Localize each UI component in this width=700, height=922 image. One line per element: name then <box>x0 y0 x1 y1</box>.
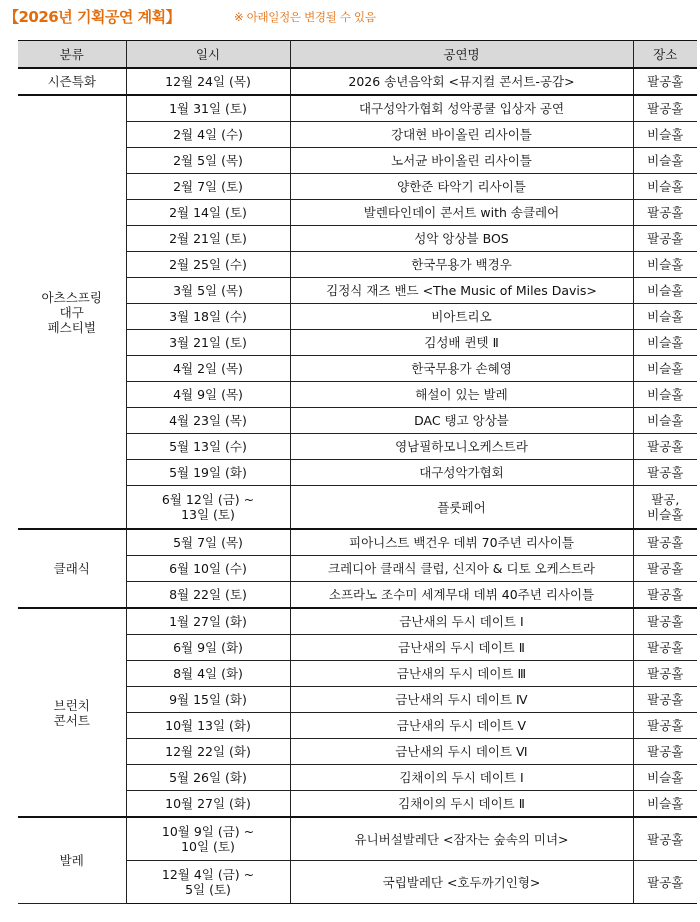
date-cell: 1월 31일 (토) <box>126 95 290 122</box>
performance-cell: 국립발레단 <호두까기인형> <box>290 861 633 904</box>
performance-cell: 영남필하모니오케스트라 <box>290 434 633 460</box>
venue-cell: 팔공홀 <box>633 687 697 713</box>
venue-cell: 팔공홀 <box>633 582 697 609</box>
venue-cell: 팔공홀 <box>633 226 697 252</box>
venue-cell: 비슬홀 <box>633 408 697 434</box>
performance-cell: 대구성악가협회 <box>290 460 633 486</box>
table-header-row <box>18 41 697 69</box>
venue-cell: 팔공홀 <box>633 661 697 687</box>
date-cell: 5월 13일 (수) <box>126 434 290 460</box>
performance-cell: 한국무용가 백경우 <box>290 252 633 278</box>
venue-cell: 팔공홀 <box>633 556 697 582</box>
performance-schedule-table <box>18 40 697 904</box>
venue-cell: 팔공홀 <box>633 460 697 486</box>
performance-cell: 피아니스트 백건우 데뷔 70주년 리사이틀 <box>290 529 633 556</box>
performance-cell: 2026 송년음악회 <뮤지컬 콘서트-공감> <box>290 68 633 95</box>
performance-cell: 김정식 재즈 밴드 <The Music of Miles Davis> <box>290 278 633 304</box>
date-cell: 6월 9일 (화) <box>126 635 290 661</box>
date-cell: 1월 27일 (화) <box>126 608 290 635</box>
table-row <box>18 608 697 635</box>
header-venue: 장소 <box>633 41 697 69</box>
date-cell: 2월 5일 (목) <box>126 148 290 174</box>
date-cell: 6월 10일 (수) <box>126 556 290 582</box>
date-cell: 6월 12일 (금) ~ 13일 (토) <box>126 486 290 530</box>
date-cell: 5월 26일 (화) <box>126 765 290 791</box>
date-cell: 4월 2일 (목) <box>126 356 290 382</box>
date-cell: 2월 4일 (수) <box>126 122 290 148</box>
venue-cell: 비슬홀 <box>633 382 697 408</box>
date-cell: 12월 22일 (화) <box>126 739 290 765</box>
performance-cell: 대구성악가협회 성악콩쿨 입상자 공연 <box>290 95 633 122</box>
date-cell: 10월 9일 (금) ~ 10일 (토) <box>126 817 290 861</box>
date-cell: 12월 4일 (금) ~ 5일 (토) <box>126 861 290 904</box>
venue-cell: 팔공홀 <box>633 95 697 122</box>
performance-cell: DAC 탱고 앙상블 <box>290 408 633 434</box>
venue-cell: 팔공홀 <box>633 635 697 661</box>
venue-cell: 팔공홀 <box>633 817 697 861</box>
table-row <box>18 68 697 95</box>
performance-cell: 해설이 있는 발레 <box>290 382 633 408</box>
category-cell: 시즌특화 <box>18 68 126 95</box>
header-performance: 공연명 <box>290 41 633 69</box>
date-cell: 8월 22일 (토) <box>126 582 290 609</box>
category-cell: 발레 <box>18 817 126 904</box>
table-row <box>18 817 697 861</box>
category-cell: 브런치 콘서트 <box>18 608 126 817</box>
performance-cell: 유니버설발레단 <잠자는 숲속의 미녀> <box>290 817 633 861</box>
venue-cell: 팔공홀 <box>633 861 697 904</box>
date-cell: 3월 18일 (수) <box>126 304 290 330</box>
date-cell: 4월 23일 (목) <box>126 408 290 434</box>
performance-cell: 소프라노 조수미 세계무대 데뷔 40주년 리사이틀 <box>290 582 633 609</box>
performance-cell: 성악 앙상블 BOS <box>290 226 633 252</box>
date-cell: 8월 4일 (화) <box>126 661 290 687</box>
date-cell: 12월 24일 (목) <box>126 68 290 95</box>
venue-cell: 비슬홀 <box>633 148 697 174</box>
category-cell: 클래식 <box>18 529 126 608</box>
venue-cell: 비슬홀 <box>633 174 697 200</box>
performance-cell: 김채이의 두시 데이트 Ⅰ <box>290 765 633 791</box>
performance-cell: 비아트리오 <box>290 304 633 330</box>
venue-cell: 비슬홀 <box>633 330 697 356</box>
venue-cell: 비슬홀 <box>633 278 697 304</box>
page-header <box>0 0 700 34</box>
performance-cell: 김성배 퀸텟 Ⅱ <box>290 330 633 356</box>
category-cell: 아츠스프링 대구 페스티벌 <box>18 95 126 529</box>
header-date: 일시 <box>126 41 290 69</box>
performance-cell: 강대현 바이올린 리사이틀 <box>290 122 633 148</box>
venue-cell: 팔공홀 <box>633 608 697 635</box>
venue-cell: 비슬홀 <box>633 122 697 148</box>
performance-cell: 발렌타인데이 콘서트 with 송클레어 <box>290 200 633 226</box>
venue-cell: 비슬홀 <box>633 304 697 330</box>
date-cell: 5월 19일 (화) <box>126 460 290 486</box>
venue-cell: 팔공홀 <box>633 529 697 556</box>
performance-cell: 한국무용가 손혜영 <box>290 356 633 382</box>
venue-cell: 비슬홀 <box>633 252 697 278</box>
date-cell: 2월 21일 (토) <box>126 226 290 252</box>
date-cell: 10월 27일 (화) <box>126 791 290 818</box>
date-cell: 2월 25일 (수) <box>126 252 290 278</box>
date-cell: 2월 7일 (토) <box>126 174 290 200</box>
date-cell: 5월 7일 (목) <box>126 529 290 556</box>
venue-cell: 비슬홀 <box>633 791 697 818</box>
date-cell: 2월 14일 (토) <box>126 200 290 226</box>
table-row <box>18 529 697 556</box>
venue-cell: 팔공홀 <box>633 739 697 765</box>
performance-cell: 금난새의 두시 데이트 Ⅰ <box>290 608 633 635</box>
performance-cell: 크레디아 클래식 클럽, 신지아 & 디토 오케스트라 <box>290 556 633 582</box>
performance-cell: 플룻페어 <box>290 486 633 530</box>
performance-cell: 양한준 타악기 리사이틀 <box>290 174 633 200</box>
date-cell: 4월 9일 (목) <box>126 382 290 408</box>
venue-cell: 팔공홀 <box>633 200 697 226</box>
header-category: 분류 <box>18 41 126 69</box>
date-cell: 3월 21일 (토) <box>126 330 290 356</box>
page-title: 【2026년 기획공연 계획】 <box>4 8 181 26</box>
performance-cell: 노서균 바이올린 리사이틀 <box>290 148 633 174</box>
performance-cell: 금난새의 두시 데이트 Ⅳ <box>290 687 633 713</box>
venue-cell: 팔공홀 <box>633 434 697 460</box>
date-cell: 9월 15일 (화) <box>126 687 290 713</box>
performance-cell: 금난새의 두시 데이트 Ⅵ <box>290 739 633 765</box>
performance-cell: 김채이의 두시 데이트 Ⅱ <box>290 791 633 818</box>
date-cell: 10월 13일 (화) <box>126 713 290 739</box>
venue-cell: 비슬홀 <box>633 356 697 382</box>
venue-cell: 팔공, 비슬홀 <box>633 486 697 530</box>
schedule-body <box>18 68 697 904</box>
schedule-change-note: ※ 아래일정은 변경될 수 있음 <box>234 10 376 24</box>
date-cell: 3월 5일 (목) <box>126 278 290 304</box>
venue-cell: 팔공홀 <box>633 68 697 95</box>
table-row <box>18 95 697 122</box>
performance-cell: 금난새의 두시 데이트 Ⅲ <box>290 661 633 687</box>
performance-cell: 금난새의 두시 데이트 Ⅴ <box>290 713 633 739</box>
performance-cell: 금난새의 두시 데이트 Ⅱ <box>290 635 633 661</box>
venue-cell: 비슬홀 <box>633 765 697 791</box>
venue-cell: 팔공홀 <box>633 713 697 739</box>
